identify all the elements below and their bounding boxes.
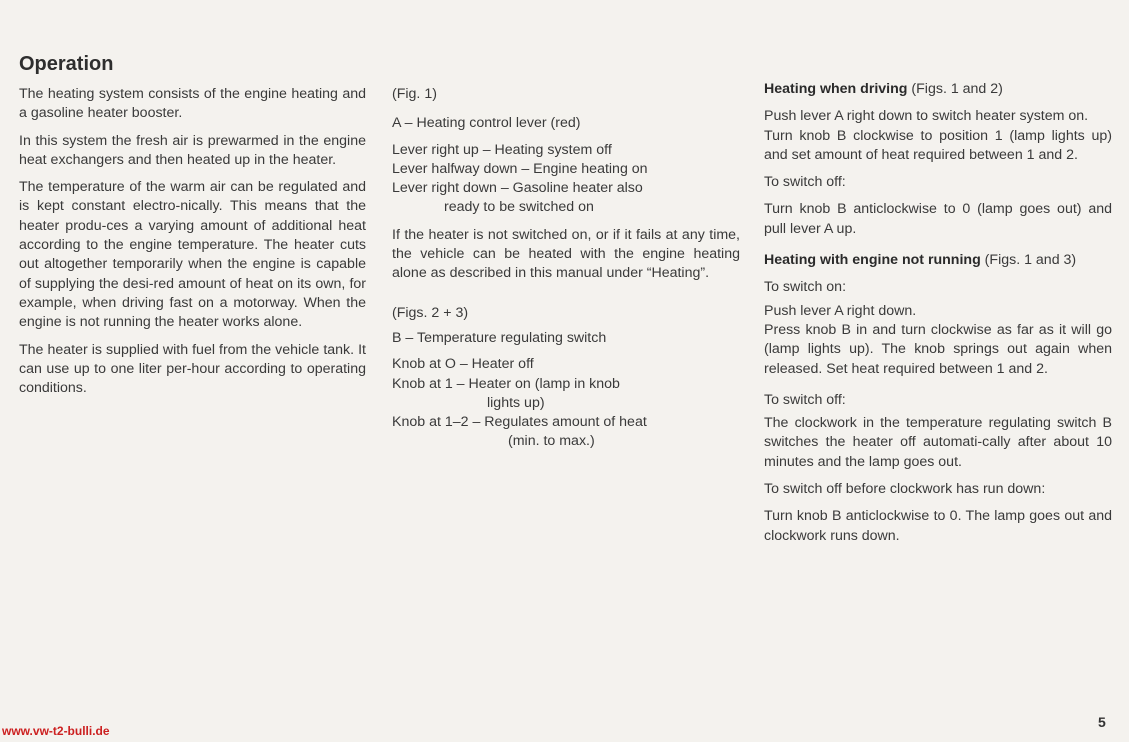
footer-url: www.vw-t2-bulli.de: [2, 724, 110, 738]
paragraph-push-lever: Push lever A right down to switch heater system on.: [764, 108, 1089, 125]
label-switch-off-1: To switch off:: [764, 174, 846, 191]
lever-position-up: Lever right up – Heating system off: [392, 141, 612, 158]
paragraph-fallback: If the heater is not switched on, or if it fails at any time, the vehicle can be heated with the engine heating alone as described in this manual under “Heating”.: [392, 226, 740, 282]
label-switch-on: To switch on:: [764, 279, 847, 296]
paragraph-temperature: The temperature of the warm air can be regulated and is kept constant electro-nically. This means that the heater produ-ces a varying amount of additional heat according to the engine temperature. The heater cuts out altogether temporarily when the engine is capable of supplying the desi-red amount of heat on its own, for example, when driving fast on a motorway. When the engine is not running the heater works alone.: [19, 179, 366, 331]
knob-position-1-cont: lights up): [487, 394, 545, 411]
subheading-driving: [764, 80, 1112, 99]
column-left: [19, 85, 366, 406]
knob-position-1-2: Knob at 1–2 – Regulates amount of heat: [392, 414, 647, 431]
paragraph-system: The heating system consists of the engine heating and a gasoline heater booster.: [19, 86, 366, 122]
lever-position-down: Lever right down – Gasoline heater also: [392, 180, 643, 197]
page-title: Operation: [19, 53, 114, 75]
paragraph-push-lever-2: Push lever A right down.: [764, 302, 917, 319]
figure-ref-2-3: (Figs. 2 + 3): [392, 304, 469, 321]
column-right: [764, 80, 1112, 554]
subheading-not-running-figs: (Figs. 1 and 3): [980, 252, 1077, 269]
paragraph-turn-anticlockwise: Turn knob B anticlockwise to 0. The lamp goes out and clockwork runs down.: [764, 508, 1112, 544]
knob-position-0: Knob at O – Heater off: [392, 356, 534, 373]
figure-ref-1: (Fig. 1): [392, 86, 437, 102]
column-middle: [392, 85, 740, 452]
subheading-not-running: [764, 251, 1112, 270]
subheading-driving-figs: (Figs. 1 and 2): [907, 81, 1003, 97]
paragraph-fuel: The heater is supplied with fuel from the vehicle tank. It can use up to one liter per-hour according to operating conditions.: [19, 341, 366, 397]
paragraph-before-clockwork: To switch off before clockwork has run down:: [764, 481, 1046, 498]
paragraph-prewarm: In this system the fresh air is prewarmed in the engine heat exchangers and then heated up in the heater.: [19, 132, 366, 168]
paragraph-press-knob: Press knob B in and turn clockwise as far as it will go (lamp lights up). The knob springs out again when released. Set heat required between 1 and 2.: [764, 321, 1112, 377]
paragraph-switch-off-1: Turn knob B anticlockwise to 0 (lamp goes out) and pull lever A up.: [764, 201, 1112, 237]
label-switch-off-2: To switch off:: [764, 391, 846, 408]
lever-position-halfway: Lever halfway down – Engine heating on: [392, 160, 648, 177]
paragraph-clockwork: The clockwork in the temperature regulating switch B switches the heater off automati-cally after about 10 minutes and the lamp goes out.: [764, 415, 1112, 470]
lever-position-down-cont: ready to be switched on: [444, 199, 594, 216]
lever-a-label: A – Heating control lever (red): [392, 115, 581, 132]
subheading-driving-title: Heating when driving: [764, 81, 908, 97]
paragraph-turn-knob: Turn knob B clockwise to position 1 (lamp lights up) and set amount of heat required between 1 and 2.: [764, 127, 1112, 163]
subheading-not-running-title: Heating with engine not running: [764, 252, 981, 269]
page-number: 5: [1098, 714, 1106, 730]
knob-position-1-2-cont: (min. to max.): [508, 433, 595, 450]
knob-position-1: Knob at 1 – Heater on (lamp in knob: [392, 375, 620, 392]
switch-b-label: B – Temperature regulating switch: [392, 329, 607, 346]
